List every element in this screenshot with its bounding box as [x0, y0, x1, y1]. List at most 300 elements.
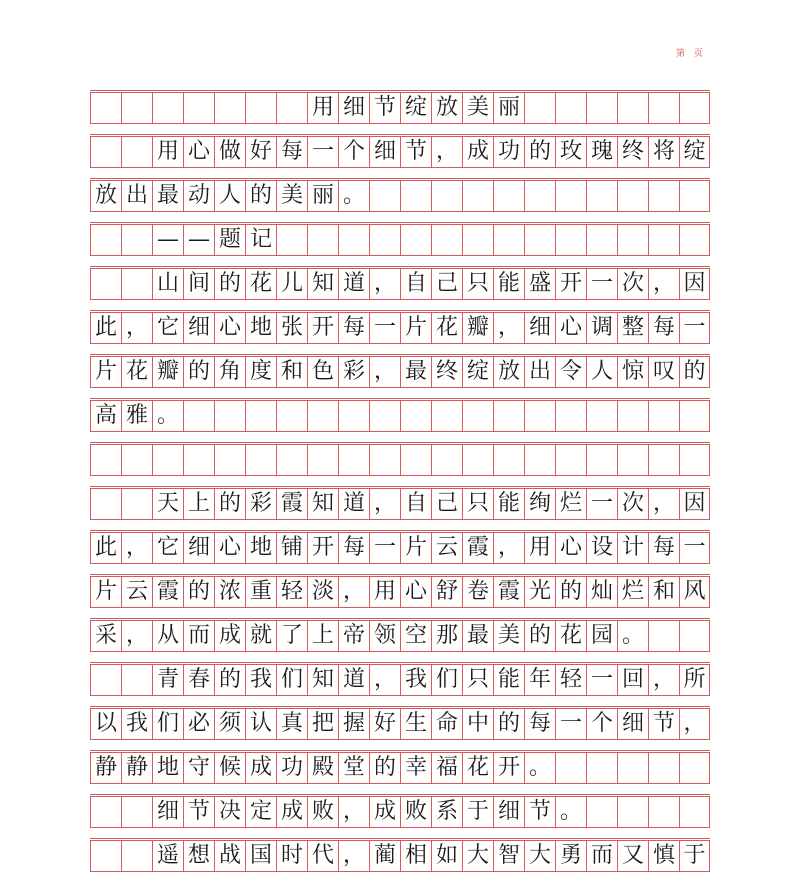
- grid-cell: [245, 401, 276, 431]
- grid-cell: [462, 181, 493, 211]
- grid-cell: 花: [555, 621, 586, 651]
- grid-cell: 们: [152, 709, 183, 739]
- grid-cell: [524, 181, 555, 211]
- grid-cell: [679, 797, 710, 827]
- grid-cell: [617, 93, 648, 123]
- grid-cell: [152, 93, 183, 123]
- grid-cell: [338, 401, 369, 431]
- grid-cell: 每: [276, 137, 307, 167]
- grid-cell: 。: [555, 797, 586, 827]
- grid-cell: 人: [586, 357, 617, 387]
- grid-cell: 轻: [555, 665, 586, 695]
- grid-cell: ，: [369, 665, 400, 695]
- grid-cell: [648, 621, 679, 651]
- grid-cell: [369, 181, 400, 211]
- grid-cell: 幸: [400, 753, 431, 783]
- grid-cell: 瓣: [462, 313, 493, 343]
- grid-cell: 度: [245, 357, 276, 387]
- grid-cell: 一: [679, 313, 710, 343]
- grid-cell: [586, 401, 617, 431]
- grid-cell: 霞: [493, 577, 524, 607]
- grid-cell: 整: [617, 313, 648, 343]
- grid-cell: 一: [586, 665, 617, 695]
- grid-cell: [524, 401, 555, 431]
- grid-cell: 出: [524, 357, 555, 387]
- grid-cell: —: [183, 225, 214, 255]
- grid-cell: [555, 181, 586, 211]
- grid-cell: [245, 93, 276, 123]
- grid-cell: 必: [183, 709, 214, 739]
- grid-cell: 的: [183, 357, 214, 387]
- grid-cell: 最: [400, 357, 431, 387]
- grid-cell: 玫: [555, 137, 586, 167]
- grid-row: [90, 260, 710, 304]
- grid-cell: 细: [617, 709, 648, 739]
- grid-cell: 出: [121, 181, 152, 211]
- grid-row: [90, 832, 710, 876]
- grid-cell: 每: [338, 313, 369, 343]
- grid-cell: 而: [183, 621, 214, 651]
- grid-cell: [586, 181, 617, 211]
- grid-cell: [183, 93, 214, 123]
- grid-cell: [369, 225, 400, 255]
- grid-cell: ，: [493, 313, 524, 343]
- grid-cell: 计: [617, 533, 648, 563]
- grid-cell: 次: [617, 269, 648, 299]
- grid-cell: [555, 93, 586, 123]
- grid-cell: 因: [679, 269, 710, 299]
- grid-cell: [307, 445, 338, 475]
- grid-cell: 好: [245, 137, 276, 167]
- grid-cell: 园: [586, 621, 617, 651]
- grid-cell: 节: [183, 797, 214, 827]
- grid-row: [90, 568, 710, 612]
- grid-cell: 美: [462, 93, 493, 123]
- grid-cell: [679, 401, 710, 431]
- grid-cell: [431, 225, 462, 255]
- grid-cell: 我: [400, 665, 431, 695]
- grid-cell: 智: [493, 841, 524, 871]
- grid-cell: 花: [245, 269, 276, 299]
- grid-cell: 好: [369, 709, 400, 739]
- grid-cell: [214, 445, 245, 475]
- grid-cell: 云: [431, 533, 462, 563]
- grid-cell: [90, 269, 121, 299]
- grid-cell: 云: [121, 577, 152, 607]
- grid-cell: [431, 181, 462, 211]
- grid-cell: [338, 445, 369, 475]
- grid-cell: 从: [152, 621, 183, 651]
- grid-cell: 一: [369, 313, 400, 343]
- grid-cell: 因: [679, 489, 710, 519]
- grid-cell: 放: [493, 357, 524, 387]
- grid-cell: 福: [431, 753, 462, 783]
- grid-cell: 用: [524, 533, 555, 563]
- grid-cell: 。: [617, 621, 648, 651]
- grid-cell: [90, 841, 121, 871]
- grid-cell: 大: [524, 841, 555, 871]
- grid-cell: [90, 93, 121, 123]
- grid-cell: 放: [90, 181, 121, 211]
- grid-row: [90, 348, 710, 392]
- grid-cell: 个: [338, 137, 369, 167]
- grid-cell: 霞: [152, 577, 183, 607]
- grid-cell: 成: [214, 621, 245, 651]
- grid-cell: 调: [586, 313, 617, 343]
- grid-cell: ，: [648, 489, 679, 519]
- grid-cell: 风: [679, 577, 710, 607]
- grid-cell: 的: [555, 577, 586, 607]
- grid-cell: [400, 225, 431, 255]
- grid-cell: 了: [276, 621, 307, 651]
- grid-cell: 们: [276, 665, 307, 695]
- grid-cell: 一: [586, 269, 617, 299]
- grid-cell: 每: [648, 533, 679, 563]
- grid-cell: [648, 753, 679, 783]
- grid-cell: [183, 445, 214, 475]
- grid-cell: 每: [648, 313, 679, 343]
- grid-cell: 叹: [648, 357, 679, 387]
- grid-cell: 山: [152, 269, 183, 299]
- grid-cell: [586, 753, 617, 783]
- grid-cell: 又: [617, 841, 648, 871]
- grid-cell: [276, 225, 307, 255]
- grid-cell: 年: [524, 665, 555, 695]
- grid-cell: 最: [462, 621, 493, 651]
- grid-cell: 开: [307, 313, 338, 343]
- composition-grid-paper: [90, 84, 710, 876]
- grid-cell: [276, 93, 307, 123]
- grid-cell: 相: [400, 841, 431, 871]
- grid-cell: 开: [307, 533, 338, 563]
- grid-cell: 的: [679, 357, 710, 387]
- grid-cell: 上: [183, 489, 214, 519]
- grid-cell: 慎: [648, 841, 679, 871]
- grid-cell: 个: [586, 709, 617, 739]
- grid-cell: 丽: [493, 93, 524, 123]
- grid-cell: 系: [431, 797, 462, 827]
- grid-cell: 次: [617, 489, 648, 519]
- grid-cell: 战: [214, 841, 245, 871]
- grid-cell: 轻: [276, 577, 307, 607]
- grid-cell: [121, 797, 152, 827]
- grid-cell: 知: [307, 269, 338, 299]
- grid-cell: 细: [493, 797, 524, 827]
- grid-cell: 地: [245, 533, 276, 563]
- grid-cell: 用: [307, 93, 338, 123]
- grid-cell: [648, 93, 679, 123]
- grid-cell: 于: [462, 797, 493, 827]
- grid-row: [90, 172, 710, 216]
- grid-cell: 静: [121, 753, 152, 783]
- grid-cell: 心: [555, 313, 586, 343]
- grid-cell: 就: [245, 621, 276, 651]
- grid-cell: [617, 225, 648, 255]
- grid-cell: ，: [648, 269, 679, 299]
- grid-cell: 的: [183, 577, 214, 607]
- grid-cell: [617, 445, 648, 475]
- grid-cell: 真: [276, 709, 307, 739]
- grid-cell: 花: [121, 357, 152, 387]
- grid-cell: 设: [586, 533, 617, 563]
- grid-cell: 。: [524, 753, 555, 783]
- grid-cell: 遥: [152, 841, 183, 871]
- grid-cell: 的: [245, 181, 276, 211]
- grid-cell: 细: [369, 137, 400, 167]
- grid-row: [90, 216, 710, 260]
- grid-cell: 中: [462, 709, 493, 739]
- grid-cell: 败: [400, 797, 431, 827]
- grid-cell: 用: [369, 577, 400, 607]
- grid-cell: 开: [555, 269, 586, 299]
- grid-cell: [431, 401, 462, 431]
- grid-cell: 人: [214, 181, 245, 211]
- grid-cell: 我: [121, 709, 152, 739]
- grid-cell: 。: [338, 181, 369, 211]
- grid-cell: [648, 225, 679, 255]
- grid-cell: 认: [245, 709, 276, 739]
- grid-cell: 只: [462, 269, 493, 299]
- grid-cell: 天: [152, 489, 183, 519]
- grid-cell: 心: [214, 533, 245, 563]
- grid-cell: [121, 445, 152, 475]
- grid-cell: 每: [524, 709, 555, 739]
- grid-cell: 放: [431, 93, 462, 123]
- grid-cell: 须: [214, 709, 245, 739]
- grid-cell: ，: [369, 357, 400, 387]
- grid-cell: 代: [307, 841, 338, 871]
- grid-cell: 帝: [338, 621, 369, 651]
- grid-cell: [493, 401, 524, 431]
- grid-cell: 成: [276, 797, 307, 827]
- grid-cell: [679, 181, 710, 211]
- grid-cell: 丽: [307, 181, 338, 211]
- grid-row: [90, 744, 710, 788]
- grid-cell: 霞: [276, 489, 307, 519]
- grid-cell: 蔺: [369, 841, 400, 871]
- grid-cell: 握: [338, 709, 369, 739]
- grid-row: [90, 304, 710, 348]
- grid-cell: 。: [152, 401, 183, 431]
- grid-cell: 回: [617, 665, 648, 695]
- grid-cell: [555, 225, 586, 255]
- grid-cell: 道: [338, 269, 369, 299]
- grid-cell: [617, 181, 648, 211]
- grid-cell: 节: [524, 797, 555, 827]
- grid-cell: ，: [121, 313, 152, 343]
- grid-cell: [617, 797, 648, 827]
- grid-cell: [648, 181, 679, 211]
- grid-cell: 开: [493, 753, 524, 783]
- grid-cell: [307, 401, 338, 431]
- grid-cell: [121, 225, 152, 255]
- grid-cell: [555, 401, 586, 431]
- grid-row: [90, 700, 710, 744]
- grid-cell: 细: [524, 313, 555, 343]
- grid-cell: [586, 225, 617, 255]
- grid-cell: 细: [152, 797, 183, 827]
- grid-cell: [586, 445, 617, 475]
- grid-cell: [90, 445, 121, 475]
- grid-cell: 那: [431, 621, 462, 651]
- grid-cell: 心: [555, 533, 586, 563]
- grid-cell: [648, 401, 679, 431]
- grid-cell: 节: [400, 137, 431, 167]
- grid-cell: 令: [555, 357, 586, 387]
- grid-cell: 每: [338, 533, 369, 563]
- grid-row: [90, 84, 710, 128]
- grid-cell: [369, 445, 400, 475]
- grid-cell: ，: [431, 137, 462, 167]
- grid-cell: [183, 401, 214, 431]
- grid-cell: 此: [90, 533, 121, 563]
- grid-cell: 片: [90, 577, 121, 607]
- grid-cell: 定: [245, 797, 276, 827]
- grid-cell: 成: [462, 137, 493, 167]
- grid-cell: 知: [307, 665, 338, 695]
- grid-cell: 间: [183, 269, 214, 299]
- grid-cell: [90, 665, 121, 695]
- grid-cell: [462, 445, 493, 475]
- grid-cell: 的: [524, 621, 555, 651]
- grid-cell: [121, 665, 152, 695]
- grid-cell: 所: [679, 665, 710, 695]
- grid-cell: [276, 445, 307, 475]
- grid-cell: 的: [214, 489, 245, 519]
- grid-cell: ，: [121, 533, 152, 563]
- grid-cell: [121, 137, 152, 167]
- grid-cell: 一: [679, 533, 710, 563]
- grid-cell: [152, 445, 183, 475]
- grid-cell: 的: [369, 753, 400, 783]
- grid-cell: 国: [245, 841, 276, 871]
- grid-cell: 舒: [431, 577, 462, 607]
- grid-cell: [400, 401, 431, 431]
- grid-cell: [400, 445, 431, 475]
- grid-cell: [648, 445, 679, 475]
- grid-cell: 记: [245, 225, 276, 255]
- grid-cell: 重: [245, 577, 276, 607]
- grid-cell: 做: [214, 137, 245, 167]
- grid-cell: 烂: [555, 489, 586, 519]
- grid-cell: 节: [648, 709, 679, 739]
- grid-cell: 烂: [617, 577, 648, 607]
- grid-row: [90, 128, 710, 172]
- grid-cell: 功: [493, 137, 524, 167]
- grid-cell: 彩: [338, 357, 369, 387]
- grid-cell: 只: [462, 489, 493, 519]
- grid-cell: 己: [431, 489, 462, 519]
- grid-cell: [431, 445, 462, 475]
- grid-cell: [617, 753, 648, 783]
- grid-cell: 地: [245, 313, 276, 343]
- grid-cell: 铺: [276, 533, 307, 563]
- grid-cell: 空: [400, 621, 431, 651]
- grid-cell: ，: [338, 577, 369, 607]
- grid-cell: 能: [493, 665, 524, 695]
- grid-cell: 生: [400, 709, 431, 739]
- grid-cell: 的: [524, 137, 555, 167]
- grid-row: [90, 612, 710, 656]
- grid-cell: 青: [152, 665, 183, 695]
- grid-cell: 自: [400, 489, 431, 519]
- grid-row: [90, 392, 710, 436]
- grid-cell: 于: [679, 841, 710, 871]
- grid-cell: 动: [183, 181, 214, 211]
- grid-cell: 瓣: [152, 357, 183, 387]
- grid-row: [90, 656, 710, 700]
- grid-cell: 们: [431, 665, 462, 695]
- grid-cell: ，: [679, 709, 710, 739]
- grid-cell: 心: [214, 313, 245, 343]
- grid-cell: 将: [648, 137, 679, 167]
- grid-cell: 的: [493, 709, 524, 739]
- grid-cell: [90, 489, 121, 519]
- grid-cell: 守: [183, 753, 214, 783]
- grid-cell: 一: [586, 489, 617, 519]
- grid-cell: 角: [214, 357, 245, 387]
- grid-cell: 盛: [524, 269, 555, 299]
- grid-cell: [462, 225, 493, 255]
- grid-cell: [586, 93, 617, 123]
- grid-cell: 片: [400, 533, 431, 563]
- grid-row: [90, 524, 710, 568]
- grid-cell: 勇: [555, 841, 586, 871]
- grid-cell: 的: [214, 665, 245, 695]
- grid-cell: [307, 225, 338, 255]
- grid-cell: [462, 401, 493, 431]
- grid-cell: 灿: [586, 577, 617, 607]
- grid-cell: 惊: [617, 357, 648, 387]
- grid-cell: 色: [307, 357, 338, 387]
- grid-cell: 细: [338, 93, 369, 123]
- grid-cell: 成: [369, 797, 400, 827]
- grid-cell: [245, 445, 276, 475]
- grid-cell: 败: [307, 797, 338, 827]
- grid-cell: 雅: [121, 401, 152, 431]
- grid-cell: 绽: [400, 93, 431, 123]
- grid-cell: 我: [245, 665, 276, 695]
- grid-cell: 儿: [276, 269, 307, 299]
- grid-cell: 瑰: [586, 137, 617, 167]
- grid-cell: [90, 225, 121, 255]
- grid-cell: [121, 841, 152, 871]
- grid-cell: [369, 401, 400, 431]
- grid-cell: 道: [338, 489, 369, 519]
- grid-cell: 己: [431, 269, 462, 299]
- grid-cell: 片: [400, 313, 431, 343]
- grid-cell: 一: [369, 533, 400, 563]
- grid-cell: [338, 225, 369, 255]
- grid-cell: 细: [183, 533, 214, 563]
- grid-cell: 霞: [462, 533, 493, 563]
- grid-cell: [214, 401, 245, 431]
- grid-cell: 淡: [307, 577, 338, 607]
- grid-cell: 能: [493, 489, 524, 519]
- grid-cell: [586, 797, 617, 827]
- grid-cell: 卷: [462, 577, 493, 607]
- grid-cell: [493, 445, 524, 475]
- grid-cell: 节: [369, 93, 400, 123]
- grid-cell: 和: [276, 357, 307, 387]
- grid-cell: [400, 181, 431, 211]
- grid-cell: 以: [90, 709, 121, 739]
- grid-row: [90, 436, 710, 480]
- grid-cell: 终: [617, 137, 648, 167]
- grid-cell: 用: [152, 137, 183, 167]
- grid-cell: 细: [183, 313, 214, 343]
- grid-cell: 地: [152, 753, 183, 783]
